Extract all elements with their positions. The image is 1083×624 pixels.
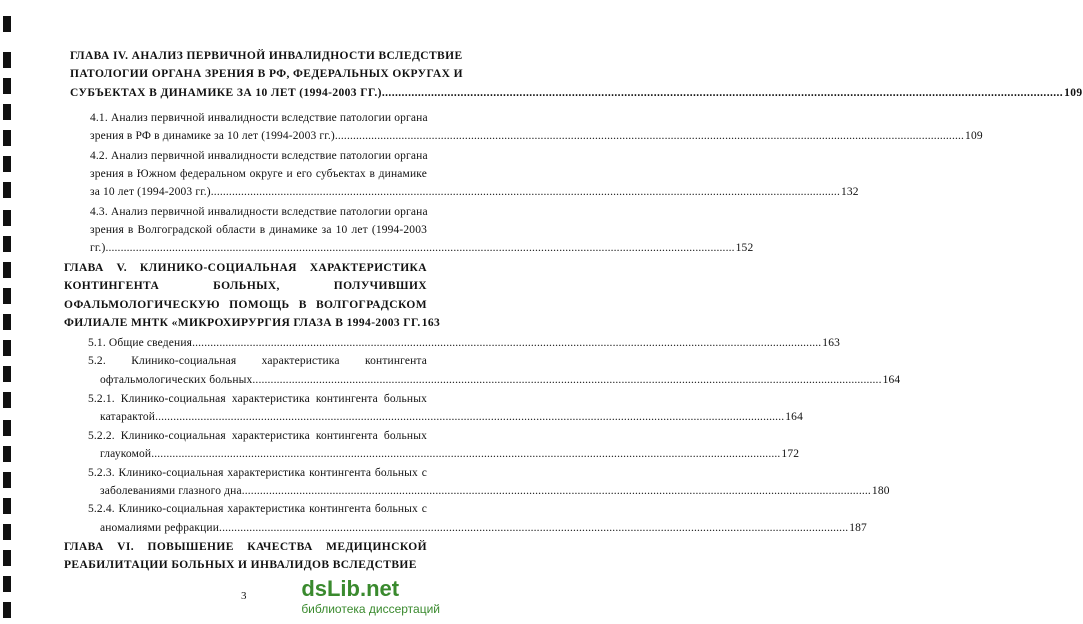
toc-line-text: РЕАБИЛИТАЦИИ БОЛЬНЫХ И ИНВАЛИДОВ ВСЛЕДСТВИЕ: [64, 559, 417, 571]
dot-leader: [151, 447, 780, 461]
toc-line-with-page: [100, 410, 803, 424]
toc-page-number: 109: [965, 130, 983, 142]
binding-mark: [3, 366, 11, 382]
binding-mark: [3, 392, 11, 408]
toc-line-text: зрения в РФ в динамике за 10 лет (1994-2003 гг.): [90, 130, 335, 142]
dot-leader: [105, 241, 734, 255]
toc-line-text: КОНТИНГЕНТА БОЛЬНЫХ, ПОЛУЧИВШИХ: [64, 280, 427, 292]
toc-page-number: 187: [849, 522, 867, 534]
toc-line-with-page: [100, 373, 901, 387]
toc-line-text: аномалиями рефракции: [100, 522, 220, 534]
dot-leader: [211, 185, 840, 199]
dot-leader: [219, 521, 848, 535]
binding-mark: [3, 182, 11, 198]
binding-mark: [3, 314, 11, 330]
toc-line-text: катарактой: [100, 411, 156, 423]
watermark: [301, 578, 440, 616]
toc-page-number: 152: [735, 242, 754, 254]
toc-page-number: 164: [882, 374, 901, 386]
binding-mark: [3, 104, 11, 120]
binding-mark: [3, 288, 11, 304]
dot-leader: [335, 129, 964, 143]
binding-mark: [3, 236, 11, 252]
dot-leader: [252, 373, 881, 387]
binding-mark: [3, 420, 11, 436]
toc-line-text: ГЛАВА VI. ПОВЫШЕНИЕ КАЧЕСТВА МЕДИЦИНСКОЙ: [64, 541, 427, 553]
toc-page-number: 163: [421, 317, 441, 329]
binding-mark: [3, 52, 11, 68]
toc-line-with-page: [90, 241, 754, 255]
toc-line-text: 5.2.1. Клинико-социальная характеристика контингента больных: [88, 393, 427, 405]
binding-mark: [3, 16, 11, 32]
toc-line-text: офтальмологических больных: [100, 374, 253, 386]
toc-line-text: 5.2.2. Клинико-социальная характеристика контингента больных: [88, 430, 427, 442]
toc-line-text: 5.1. Общие сведения: [88, 337, 193, 349]
toc-page-number: 163: [822, 337, 840, 349]
binding-mark: [3, 576, 11, 592]
toc-line-text: ФИЛИАЛЕ МНТК «МИКРОХИРУРГИЯ ГЛАЗА В 1994-2003 ГГ.: [64, 317, 421, 329]
binding-mark: [3, 602, 11, 618]
toc-line-text: ГЛАВА V. КЛИНИКО-СОЦИАЛЬНАЯ ХАРАКТЕРИСТИКА: [64, 262, 427, 274]
toc-line-text: ОФАЛЬМОЛОГИЧЕСКУЮ ПОМОЩЬ В ВОЛГОГРАДСКОМ: [64, 299, 427, 311]
toc-line-with-page: [88, 336, 840, 350]
toc-page-number: 172: [781, 448, 800, 460]
toc-line-with-page: [100, 484, 890, 498]
toc-line-text: заболеваниями глазного дна: [100, 485, 242, 497]
watermark-tagline: библиотека диссертаций: [301, 602, 440, 616]
toc-line-text: 4.2. Анализ первичной инвалидности вследствие патологии органа: [90, 150, 428, 162]
toc-line-text: 5.2.3. Клинико-социальная характеристика контингента больных с: [88, 467, 427, 479]
binding-mark: [3, 262, 11, 278]
toc-line-with-page: [64, 316, 441, 330]
dot-leader: [155, 410, 784, 424]
binding-mark: [3, 78, 11, 94]
binding-mark: [3, 130, 11, 146]
toc-line-text: ПАТОЛОГИИ ОРГАНА ЗРЕНИЯ В РФ, ФЕДЕРАЛЬНЫХ ОКРУГАХ И: [70, 68, 463, 80]
toc-line-text: зрения в Южном федеральном округе и его субъектах в динамике: [90, 168, 427, 180]
toc-line-with-page: [100, 447, 800, 461]
page-number: 3: [241, 590, 247, 602]
toc-line-text: ГЛАВА IV. АНАЛИЗ ПЕРВИЧНОЙ ИНВАЛИДНОСТИ ВСЛЕДСТВИЕ: [70, 50, 463, 62]
toc-line-text: за 10 лет (1994-2003 гг.): [90, 186, 211, 198]
toc-line-with-page: [90, 185, 859, 199]
dot-leader: [192, 336, 821, 350]
toc-line-text: 5.2.4. Клинико-социальная характеристика контингента больных с: [88, 503, 427, 515]
binding-mark: [3, 498, 11, 514]
binding-marks: [3, 0, 15, 624]
dot-leader: [242, 484, 871, 498]
binding-mark: [3, 550, 11, 566]
toc-page-number: 164: [785, 411, 803, 423]
binding-mark: [3, 210, 11, 226]
binding-mark: [3, 340, 11, 356]
toc-line-text: 5.2. Клинико-социальная характеристика контингента: [88, 355, 427, 367]
binding-mark: [3, 156, 11, 172]
toc-line-text: 4.1. Анализ первичной инвалидности вследствие патологии органа: [90, 112, 428, 124]
toc-page-number: 109: [1064, 87, 1083, 99]
toc-page-number: 180: [871, 485, 890, 497]
toc-line-text: 4.3. Анализ первичной инвалидности вследствие патологии органа: [90, 206, 428, 218]
toc-line-text: глаукомой: [100, 448, 152, 460]
watermark-logo: dsLib.net: [301, 576, 400, 601]
binding-mark: [3, 446, 11, 462]
binding-mark: [3, 472, 11, 488]
toc-line-text: СУБЪЕКТАХ В ДИНАМИКЕ ЗА 10 ЛЕТ (1994-2003 ГГ.): [70, 87, 382, 99]
binding-mark: [3, 524, 11, 540]
dot-leader: [382, 86, 1063, 100]
toc-page-number: 132: [840, 186, 859, 198]
toc-line-text: зрения в Волгоградской области в динамике за 10 лет (1994-2003: [90, 224, 427, 236]
toc-line-with-page: [90, 129, 983, 143]
toc-line-text: гг.): [90, 242, 106, 254]
toc-line-with-page: [100, 521, 867, 535]
toc-line-with-page: [70, 86, 1083, 100]
